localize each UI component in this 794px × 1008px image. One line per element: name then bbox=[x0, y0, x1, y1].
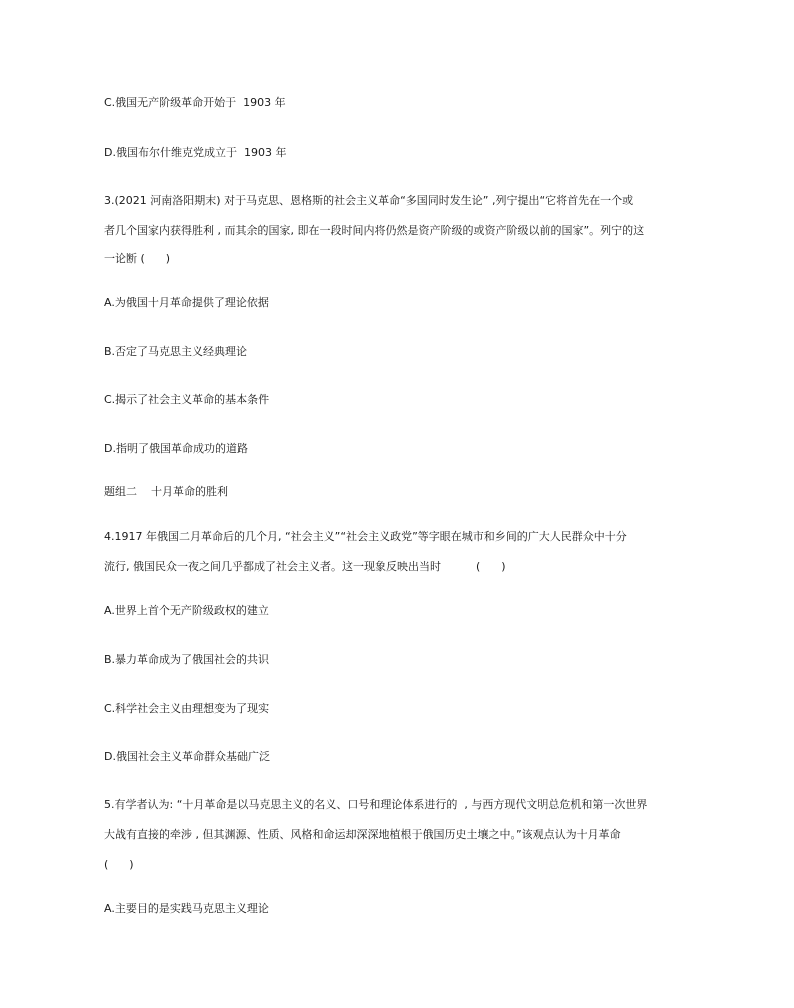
option-d-q4: D.俄国社会主义革命群众基础广泛 bbox=[104, 750, 270, 763]
option-c-q3: C.揭示了社会主义革命的基本条件 bbox=[104, 393, 270, 406]
q3-line-1: 3.(2021 河南洛阳期末) 对于马克思、恩格斯的社会主义革命“多国同时发生论” ,列宁提出“它将首先在一个或 bbox=[104, 194, 634, 207]
q5-line-1: 5.有学者认为: “十月革命是以马克思主义的名义、口号和理论体系进行的 , 与西方现代文明总危机和第一次世界 bbox=[104, 798, 648, 811]
option-a-q3: A.为俄国十月革命提供了理论依据 bbox=[104, 296, 269, 309]
q3-line-3: 一论断 ( ) bbox=[104, 252, 171, 265]
q4-line-1: 4.1917 年俄国二月革命后的几个月, “社会主义”“社会主义政党”等字眼在城市和乡间的广大人民群众中十分 bbox=[104, 530, 627, 543]
option-a-q4: A.世界上首个无产阶级政权的建立 bbox=[104, 604, 269, 617]
q5-line-3: ( ) bbox=[104, 858, 134, 871]
q3-line-2: 者几个国家内获得胜利 , 而其余的国家, 即在一段时间内将仍然是资产阶级的或资产阶级以前的国家”。列宁的这 bbox=[104, 224, 645, 237]
option-c-q4: C.科学社会主义由理想变为了现实 bbox=[104, 702, 270, 715]
section-heading: 题组二 十月革命的胜利 bbox=[104, 485, 228, 498]
option-d-q2: D.俄国布尔什维克党成立于 1903 年 bbox=[104, 146, 287, 159]
option-b-q4: B.暴力革命成为了俄国社会的共识 bbox=[104, 653, 270, 666]
option-c-q2: C.俄国无产阶级革命开始于 1903 年 bbox=[104, 96, 286, 109]
q4-line-2: 流行, 俄国民众一夜之间几乎都成了社会主义者。这一现象反映出当时 ( ) bbox=[104, 560, 506, 573]
option-a-q5: A.主要目的是实践马克思主义理论 bbox=[104, 902, 269, 915]
q5-line-2: 大战有直接的牵涉 , 但其渊源、性质、风格和命运却深深地植根于俄国历史土壤之中。”该观点认为十月革命 bbox=[104, 828, 621, 841]
option-b-q3: B.否定了马克思主义经典理论 bbox=[104, 345, 248, 358]
option-d-q3: D.指明了俄国革命成功的道路 bbox=[104, 442, 248, 455]
